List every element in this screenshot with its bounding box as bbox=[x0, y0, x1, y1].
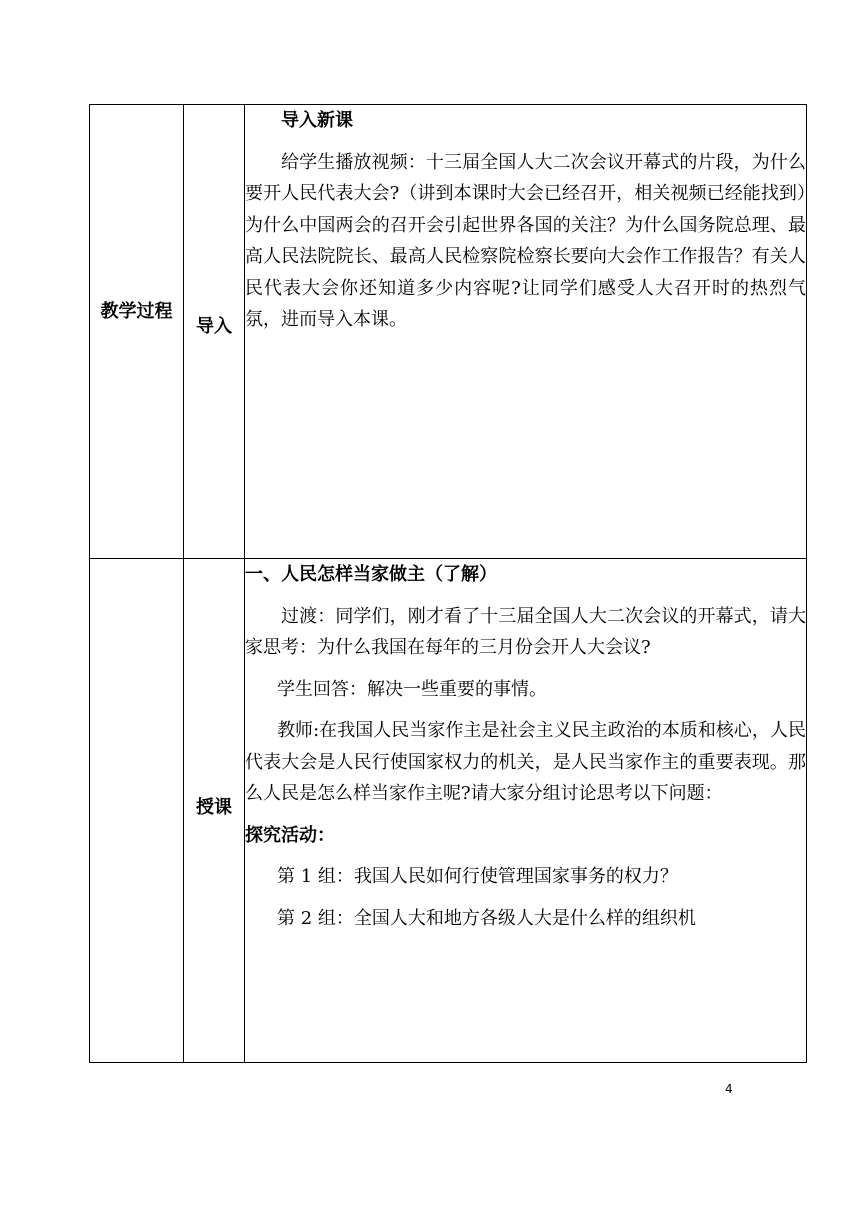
section-title: 一、人民怎样当家做主（了解） bbox=[245, 564, 497, 585]
table-row bbox=[90, 105, 807, 559]
empty-cell bbox=[90, 559, 184, 1063]
group2-paragraph: 第 2 组：全国人大和地方各级人大是什么样的组织机 bbox=[277, 907, 696, 929]
teacher-paragraph: 教师:在我国人民当家作主是社会主义民主政治的本质和核心，人民代表大会是人民行使国家权力的机关，是人民当家作主的重要表现。那么人民是怎么样当家作主呢?请大家分组讨论思考以下问题： bbox=[245, 720, 806, 804]
lesson-plan-table bbox=[89, 104, 807, 1063]
lecture-cell bbox=[184, 559, 245, 1063]
transition-paragraph: 过渡：同学们，刚才看了十三届全国人大二次会议的开幕式，请大家思考：为什么我国在每年的三月份会开人大会议? bbox=[245, 605, 806, 658]
lecture-label: 授课 bbox=[196, 797, 232, 818]
introduction-cell bbox=[184, 105, 245, 559]
introduction-heading: 导入新课 bbox=[281, 110, 353, 131]
student-answer-paragraph: 学生回答：解决一些重要的事情。 bbox=[277, 678, 547, 700]
activity-title: 探究活动： bbox=[245, 824, 335, 846]
table-row bbox=[90, 559, 807, 1063]
lecture-content bbox=[245, 559, 807, 1063]
group1-paragraph: 第 1 组：我国人民如何行使管理国家事务的权力？ bbox=[277, 866, 678, 887]
teaching-process-cell bbox=[90, 105, 184, 559]
introduction-paragraph: 给学生播放视频：十三届全国人大二次会议开幕式的片段，为什么要开人民代表大会?（讲到本课时大会已经召开，相关视频已经能找到）为什么中国两会的召开会引起世界各国的关注？为什么国务院总理、最高人民法院院长、最高人民检察院检察长要向大会作工作报告？有关人民代表大会你还知道多少内容呢?让同学们感受人大召开时的热烈气氛，进而导入本课。 bbox=[245, 151, 806, 330]
introduction-label: 导入 bbox=[196, 316, 232, 337]
teaching-process-label: 教学过程 bbox=[100, 301, 173, 322]
introduction-content bbox=[245, 105, 807, 559]
page-number: 4 bbox=[725, 1082, 733, 1096]
